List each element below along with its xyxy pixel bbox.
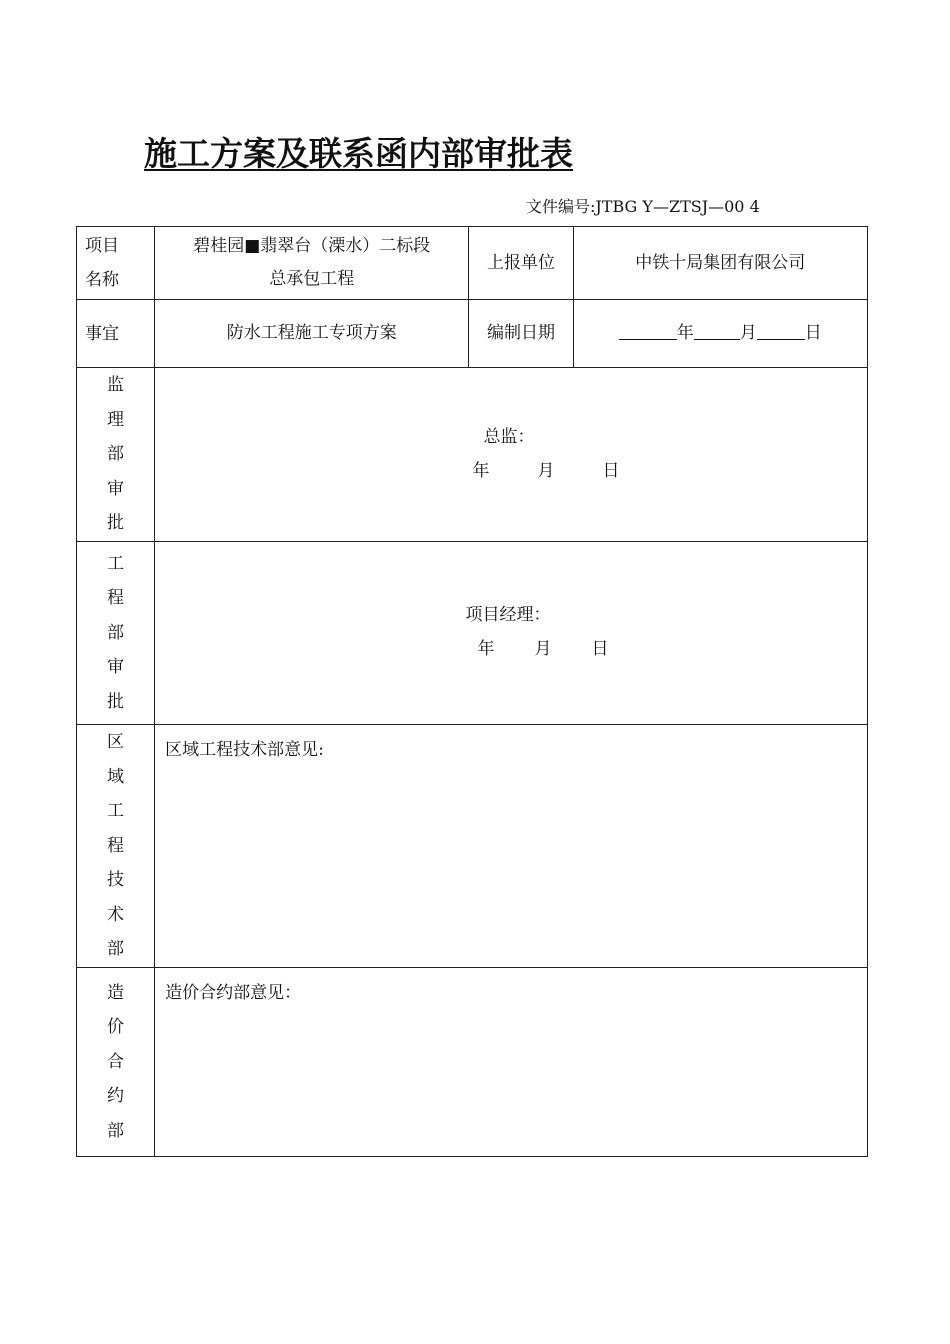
cost-row	[77, 968, 868, 1157]
form-title: 施工方案及联系函内部审批表	[144, 134, 573, 173]
cost-opinion-area	[155, 968, 868, 1157]
matter-row	[77, 300, 868, 368]
supervision-signature-area	[155, 368, 868, 542]
year-blank	[619, 323, 677, 340]
regional-row	[77, 725, 868, 968]
cost-label: 造 价 合 约 部	[77, 968, 155, 1157]
matter-value: 防水工程施工专项方案	[155, 300, 469, 368]
supervision-label: 监 理 部 审 批	[77, 368, 155, 542]
engineering-signature-area	[155, 542, 868, 725]
regional-label: 区 域 工 程 技 术 部	[77, 725, 155, 968]
supervision-row	[77, 368, 868, 542]
engineering-row	[77, 542, 868, 725]
compile-date-label: 编制日期	[469, 300, 573, 368]
day-blank	[757, 323, 805, 340]
month-blank	[694, 323, 740, 340]
cost-opinion-label: 造价合约部意见：	[165, 983, 302, 1003]
document-number: 文件编号:JTBG Y—ZTSJ—00 4	[526, 197, 760, 216]
report-unit-label: 上报单位	[469, 227, 573, 300]
project-name-label: 项目 名称	[77, 227, 155, 300]
project-name-value: 碧桂园■翡翠台（溧水）二标段 总承包工程	[155, 227, 469, 300]
regional-opinion-area	[155, 725, 868, 968]
supervision-date: 年 月 日	[472, 460, 620, 481]
regional-opinion-label: 区域工程技术部意见:	[165, 740, 324, 760]
engineering-date: 年 月 日	[477, 639, 609, 659]
project-manager-label: 项目经理：	[465, 605, 551, 625]
report-unit-value: 中铁十局集团有限公司	[573, 227, 867, 300]
engineering-label: 工 程 部 审 批	[77, 542, 155, 725]
chief-supervisor-label: 总监：	[483, 426, 535, 447]
approval-form-table	[76, 226, 868, 1157]
compile-date-value: 年 月 日	[573, 300, 867, 368]
matter-label: 事宜	[77, 300, 155, 368]
project-row	[77, 227, 868, 300]
